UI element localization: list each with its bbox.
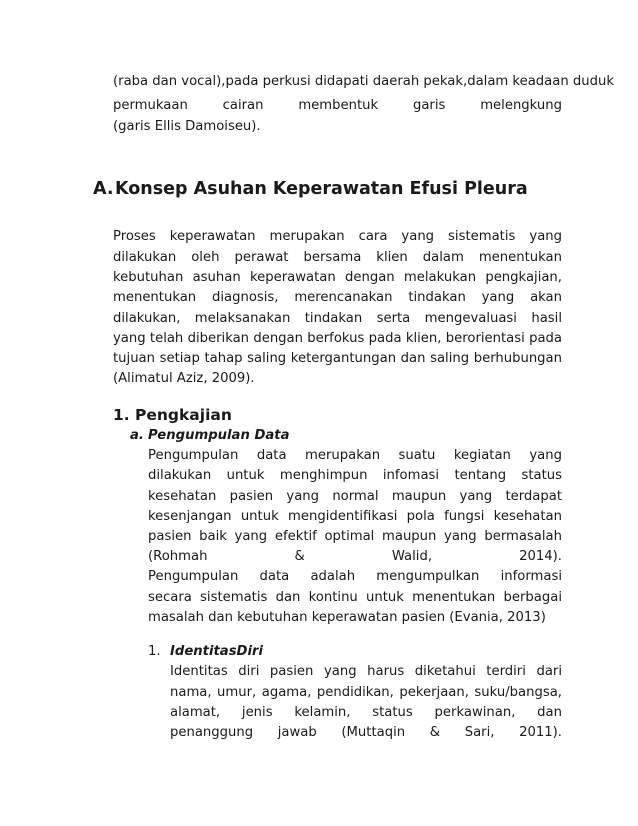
item-1-heading <box>148 642 263 662</box>
subsection-1-label: 1. <box>113 406 130 424</box>
item-a-para-line: dilakukan untuk menghimpun infomasi tentang status <box>148 468 562 483</box>
section-a-para-line: dilakukan oleh perawat bersama klien dalam menentukan <box>113 250 562 265</box>
item-1-para-line: Identitas diri pasien yang harus diketahui terdiri dari <box>170 664 562 679</box>
item-1-para-line: nama, umur, agama, pendidikan, pekerjaan, suku/bangsa, <box>170 685 562 700</box>
item-1-para-line: penanggung jawab (Muttaqin & Sari, 2011). <box>170 725 562 740</box>
subsection-1-heading <box>113 404 232 426</box>
item-1-label: 1. <box>148 644 161 659</box>
intro-line-2: permukaan cairan membentuk garis melengkung <box>113 98 562 113</box>
section-a-para-line: menentukan diagnosis, merencanakan tindakan yang akan <box>113 290 562 305</box>
intro-line-3: (garis Ellis Damoiseu). <box>113 119 261 134</box>
item-a-para-line: pasien baik yang efektif optimal maupun yang bermasalah <box>148 529 562 544</box>
section-a-para-line: dilakukan, melaksanakan tindakan serta mengevaluasi hasil <box>113 311 562 326</box>
item-a-para-line: (Rohmah & Walid, 2014). <box>148 549 562 564</box>
section-a-heading <box>93 177 528 201</box>
section-a-para-line: (Alimatul Aziz, 2009). <box>113 371 255 386</box>
item-a-title: Pengumpulan Data <box>148 428 290 443</box>
item-a-label: a. <box>130 428 144 443</box>
item-a-para-line: Pengumpulan data adalah mengumpulkan informasi <box>148 569 562 584</box>
subsection-1-title: Pengkajian <box>135 406 232 424</box>
item-1-title: IdentitasDiri <box>170 644 264 659</box>
section-a-label: A. <box>93 179 114 199</box>
item-a-para-line: masalah dan kebutuhan keperawatan pasien (Evania, 2013) <box>148 610 546 625</box>
item-a-para-line: secara sistematis dan kontinu untuk menentukan berbagai <box>148 590 562 605</box>
intro-line-1: (raba dan vocal),pada perkusi didapati daerah pekak,dalam keadaan duduk <box>113 74 614 89</box>
item-1-para-line: alamat, jenis kelamin, status perkawinan, dan <box>170 705 562 720</box>
section-a-title: Konsep Asuhan Keperawatan Efusi Pleura <box>115 179 528 199</box>
section-a-para-line: Proses keperawatan merupakan cara yang sistematis yang <box>113 229 562 244</box>
item-a-para-line: kesehatan pasien yang normal maupun yang terdapat <box>148 489 562 504</box>
item-a-heading <box>130 426 290 446</box>
section-a-para-line: tujuan setiap tahap saling ketergantungan dan saling berhubungan <box>113 351 562 366</box>
section-a-para-line: kebutuhan asuhan keperawatan dengan melakukan pengkajian, <box>113 270 562 285</box>
item-a-para-line: Pengumpulan data merupakan suatu kegiatan yang <box>148 448 562 463</box>
item-a-para-line: kesenjangan untuk mengidentifikasi pola fungsi kesehatan <box>148 509 562 524</box>
section-a-para-line: yang telah diberikan dengan berfokus pada klien, berorientasi pada <box>113 331 562 346</box>
